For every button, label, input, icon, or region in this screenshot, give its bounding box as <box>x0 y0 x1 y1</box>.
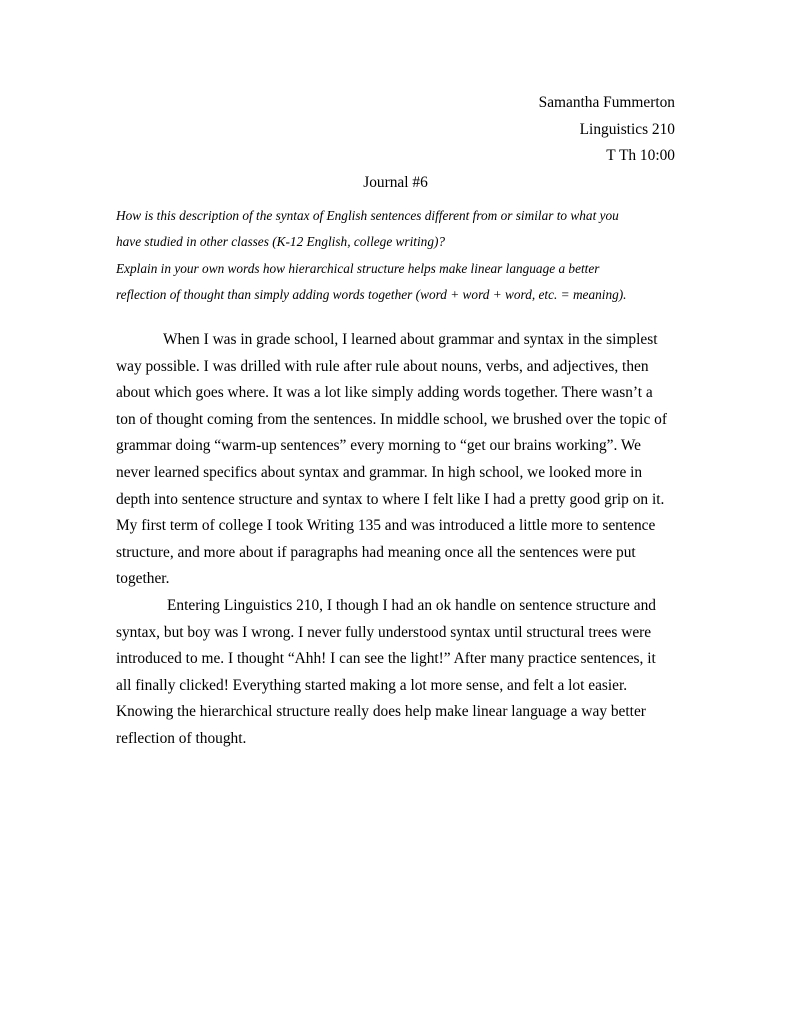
body-line: about which goes where. It was a lot like simply adding words together. There wasn’t a <box>116 384 653 402</box>
journal-body <box>116 327 686 753</box>
body-line: reflection of thought. <box>116 729 247 747</box>
prompt-block <box>116 203 696 308</box>
header-block <box>539 90 675 170</box>
author-name: Samantha Fummerton <box>538 94 675 111</box>
body-line: together. <box>116 570 170 588</box>
prompt-line: have studied in other classes (K-12 English, college writing)? <box>116 234 446 250</box>
body-line: Knowing the hierarchical structure really does help make linear language a way better <box>116 703 646 721</box>
prompt-line: How is this description of the syntax of English sentences different from or similar to what you <box>116 208 619 223</box>
body-line: Entering Linguistics 210, I though I had an ok handle on sentence structure and <box>167 596 656 614</box>
prompt-line: Explain in your own words how hierarchical structure helps make linear language a better <box>116 260 600 276</box>
class-schedule: T Th 10:00 <box>606 147 675 165</box>
course-name: Linguistics 210 <box>579 120 675 138</box>
body-line: never learned specifics about syntax and grammar. In high school, we looked more in <box>116 463 643 481</box>
body-line: ton of thought coming from the sentences. In middle school, we brushed over the topic of <box>116 410 667 428</box>
paragraph-1 <box>116 327 686 593</box>
body-line: When I was in grade school, I learned about grammar and syntax in the simplest <box>163 331 658 348</box>
body-line: syntax, but boy was I wrong. I never fully understood syntax until structural trees were <box>116 623 652 641</box>
body-line: structure, and more about if paragraphs had meaning once all the sentences were put <box>116 543 636 561</box>
body-line: way possible. I was drilled with rule after rule about nouns, verbs, and adjectives, then <box>116 357 649 375</box>
body-line: depth into sentence structure and syntax to where I felt like I had a pretty good grip on it. <box>116 490 665 508</box>
document-title: Journal #6 <box>363 174 428 191</box>
prompt-line: reflection of thought than simply adding words together (word + word + word, etc. = meaning). <box>116 286 627 302</box>
paragraph-2 <box>116 593 686 753</box>
body-line: introduced to me. I thought “Ahh! I can see the light!” After many practice sentences, it <box>116 650 656 668</box>
body-line: My first term of college I took Writing 135 and was introduced a little more to sentence <box>116 517 656 535</box>
body-line: all finally clicked! Everything started making a lot more sense, and felt a lot easier. <box>116 676 628 694</box>
body-line: grammar doing “warm-up sentences” every morning to “get our brains working”. We <box>116 437 642 455</box>
